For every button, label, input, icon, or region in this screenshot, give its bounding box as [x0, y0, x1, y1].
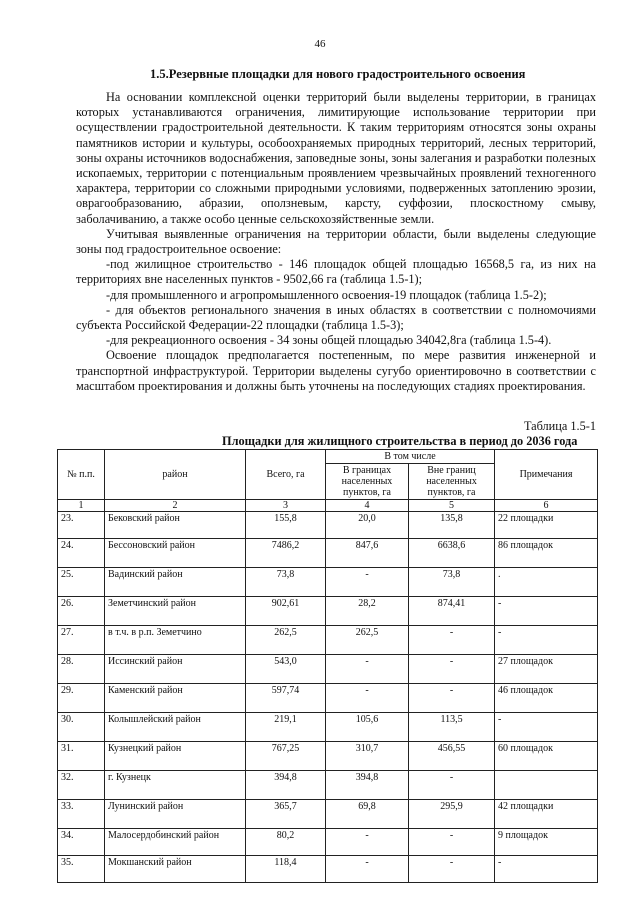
cell-district: Лунинский район: [105, 800, 246, 829]
cell-num: 32.: [58, 771, 105, 800]
column-number: 5: [409, 500, 495, 512]
header-notes: Примечания: [495, 450, 598, 500]
cell-num: 30.: [58, 713, 105, 742]
cell-notes: 27 площадок: [495, 655, 598, 684]
body-text: [76, 90, 596, 394]
cell-num: 24.: [58, 539, 105, 568]
table-row: [58, 856, 598, 883]
cell-district: Земетчинский район: [105, 597, 246, 626]
cell-outside: -: [409, 829, 495, 856]
cell-district: Бековский район: [105, 512, 246, 539]
cell-num: 23.: [58, 512, 105, 539]
cell-notes: 46 площадок: [495, 684, 598, 713]
cell-num: 35.: [58, 856, 105, 883]
cell-outside: -: [409, 684, 495, 713]
column-number: 6: [495, 500, 598, 512]
header-including: В том числе: [326, 450, 495, 464]
cell-notes: [495, 771, 598, 800]
cell-num: 31.: [58, 742, 105, 771]
cell-inside: 69,8: [326, 800, 409, 829]
cell-total: 394,8: [246, 771, 326, 800]
cell-notes: .: [495, 568, 598, 597]
cell-outside: -: [409, 856, 495, 883]
cell-notes: 42 площадки: [495, 800, 598, 829]
header-num: № п.п.: [58, 450, 105, 500]
cell-district: Иссинский район: [105, 655, 246, 684]
table-row: [58, 800, 598, 829]
cell-inside: -: [326, 655, 409, 684]
cell-district: в т.ч. в р.п. Земетчино: [105, 626, 246, 655]
table-row: [58, 597, 598, 626]
cell-outside: 295,9: [409, 800, 495, 829]
table-row: [58, 771, 598, 800]
paragraph: -под жилищное строительство - 146 площадок общей площадью 16568,5 га, из них на территориях вне населенных пунктов - 9502,66 га (таблица 1.5-1);: [76, 257, 596, 287]
table-row: [58, 829, 598, 856]
cell-total: 73,8: [246, 568, 326, 597]
cell-notes: -: [495, 713, 598, 742]
cell-outside: 456,55: [409, 742, 495, 771]
cell-inside: -: [326, 856, 409, 883]
cell-notes: -: [495, 626, 598, 655]
cell-outside: 73,8: [409, 568, 495, 597]
cell-outside: 135,8: [409, 512, 495, 539]
cell-district: Кузнецкий район: [105, 742, 246, 771]
cell-outside: -: [409, 626, 495, 655]
cell-num: 33.: [58, 800, 105, 829]
cell-num: 28.: [58, 655, 105, 684]
cell-total: 365,7: [246, 800, 326, 829]
cell-total: 767,25: [246, 742, 326, 771]
column-number: 4: [326, 500, 409, 512]
cell-inside: 105,6: [326, 713, 409, 742]
table-row: [58, 568, 598, 597]
table-label: Таблица 1.5-1: [523, 419, 596, 433]
cell-district: Вадинский район: [105, 568, 246, 597]
cell-district: Мокшанский район: [105, 856, 246, 883]
table-row: [58, 539, 598, 568]
cell-num: 29.: [58, 684, 105, 713]
paragraph: - для объектов регионального значения в иных областях в соответствии с полномочиями субъекта Российской Федерации-22 площадки (таблица 1.5-3);: [76, 302, 596, 333]
cell-outside: -: [409, 655, 495, 684]
cell-district: Малосердобинский район: [105, 829, 246, 856]
cell-total: 155,8: [246, 512, 326, 539]
cell-notes: 60 площадок: [495, 742, 598, 771]
cell-total: 262,5: [246, 626, 326, 655]
cell-district: Бессоновский район: [105, 539, 246, 568]
paragraph: Учитывая выявленные ограничения на территории области, были выделены следующие зоны под градостроительное освоение:: [76, 226, 596, 257]
cell-notes: -: [495, 856, 598, 883]
cell-total: 118,4: [246, 856, 326, 883]
cell-total: 7486,2: [246, 539, 326, 568]
cell-district: Колышлейский район: [105, 713, 246, 742]
paragraph: На основании комплексной оценки территорий были выделены территории, в границах которых устанавливаются ограничения, лимитирующие использование территории при осуществлении градостроительной деятельности. К таким территориям относятся зоны охраны памятников истории и культуры, особоохраняемых природных территорий, лесных территорий, зоны охраны источников водоснабжения, заповедные зоны, зоны залегания и разработки полезных ископаемых, территории с потенциальным проявлением чрезвычайных проявлений техногенного характера, территории со сложными природными условиями, подверженных затоплению эрозии, оврагообразованию, абразии, оползневым, карсту, суффозии, плоскостному смыву, заболачиванию, а также особо ценные сельскохозяйственные земли.: [76, 90, 596, 226]
cell-inside: -: [326, 684, 409, 713]
header-inside: В границах населенных пунктов, га: [326, 464, 409, 500]
cell-inside: 310,7: [326, 742, 409, 771]
page-number: 46: [314, 38, 326, 50]
cell-inside: 394,8: [326, 771, 409, 800]
cell-num: 34.: [58, 829, 105, 856]
header-outside: Вне границ населенных пунктов, га: [409, 464, 495, 500]
cell-notes: 86 площадок: [495, 539, 598, 568]
cell-notes: -: [495, 597, 598, 626]
cell-district: Каменский район: [105, 684, 246, 713]
cell-inside: 28,2: [326, 597, 409, 626]
column-number: 3: [246, 500, 326, 512]
cell-inside: -: [326, 829, 409, 856]
cell-outside: -: [409, 771, 495, 800]
table-caption: Площадки для жилищного строительства в период до 2036 года: [222, 434, 578, 448]
cell-outside: 113,5: [409, 713, 495, 742]
cell-total: 80,2: [246, 829, 326, 856]
column-number: 1: [58, 500, 105, 512]
table-row: [58, 684, 598, 713]
cell-outside: 874,41: [409, 597, 495, 626]
table-row: [58, 626, 598, 655]
table-row: [58, 742, 598, 771]
table-row: [58, 512, 598, 539]
cell-num: 27.: [58, 626, 105, 655]
header-total: Всего, га: [246, 450, 326, 500]
cell-notes: 9 площадок: [495, 829, 598, 856]
table-row: [58, 713, 598, 742]
paragraph: -для промышленного и агропромышленного освоения-19 площадок (таблица 1.5-2);: [106, 287, 547, 302]
cell-notes: 22 площадки: [495, 512, 598, 539]
section-heading: 1.5.Резервные площадки для нового градостроительного освоения: [150, 67, 526, 81]
cell-outside: 6638,6: [409, 539, 495, 568]
cell-inside: 847,6: [326, 539, 409, 568]
cell-inside: 20,0: [326, 512, 409, 539]
cell-inside: 262,5: [326, 626, 409, 655]
paragraph: -для рекреационного освоения - 34 зоны общей площадью 34042,8га (таблица 1.5-4).: [106, 333, 552, 348]
cell-district: г. Кузнецк: [105, 771, 246, 800]
cell-total: 543,0: [246, 655, 326, 684]
housing-sites-table: [57, 449, 598, 883]
cell-total: 902,61: [246, 597, 326, 626]
header-district: район: [105, 450, 246, 500]
cell-total: 219,1: [246, 713, 326, 742]
column-number: 2: [105, 500, 246, 512]
cell-inside: -: [326, 568, 409, 597]
table-row: [58, 655, 598, 684]
paragraph: Освоение площадок предполагается постепенным, по мере развития инженерной и транспортной инфраструктурой. Территории выделены сугубо ориентировочно в соответствии с масштабом проектирования и должны быть уточнены на последующих стадиях проектирования.: [76, 348, 596, 393]
cell-num: 26.: [58, 597, 105, 626]
cell-num: 25.: [58, 568, 105, 597]
cell-total: 597,74: [246, 684, 326, 713]
